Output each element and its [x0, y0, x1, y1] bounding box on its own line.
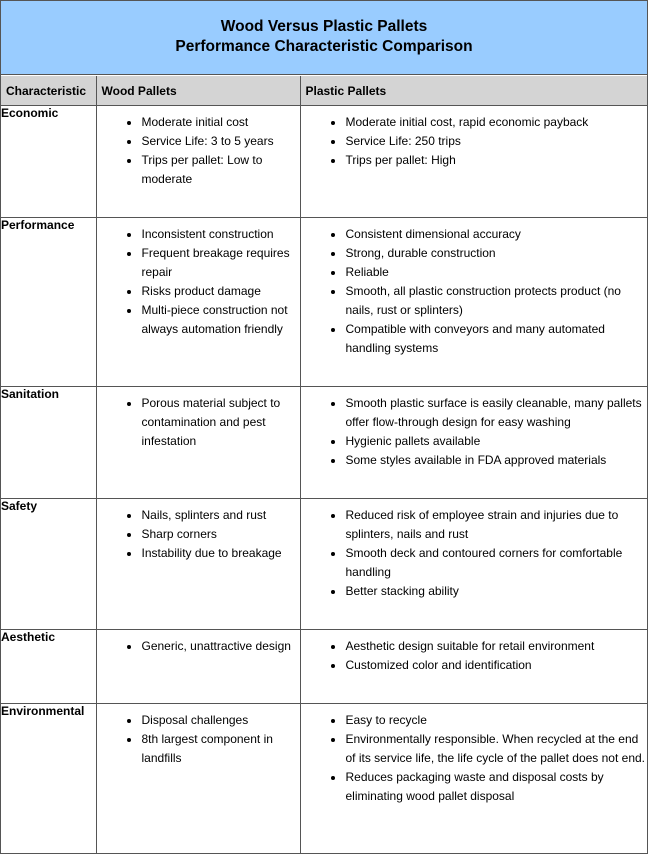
- table-row: [1, 387, 647, 499]
- wood-pallets-cell: [96, 106, 300, 218]
- plastic-bullet-list: [301, 711, 648, 806]
- plastic-bullet-list: [301, 506, 648, 601]
- header-wood-pallets: Wood Pallets: [96, 76, 300, 106]
- bullet-item: • Some styles available in FDA approved materials: [345, 451, 648, 470]
- bullet-item: • Frequent breakage requires repair: [141, 244, 300, 282]
- comparison-table: [1, 76, 647, 854]
- plastic-bullet-list: [301, 113, 648, 170]
- bullet-item: • Smooth plastic surface is easily cleanable, many pallets offer flow-through design for easy washing: [345, 394, 648, 432]
- wood-bullet-list: [97, 711, 300, 768]
- table-row: [1, 704, 647, 854]
- bullet-item: • Instability due to breakage: [141, 544, 300, 563]
- wood-bullet-list: [97, 113, 300, 189]
- plastic-pallets-cell: [300, 387, 647, 499]
- bullet-item: • Disposal challenges: [141, 711, 300, 730]
- plastic-bullet-list: [301, 637, 648, 675]
- bullet-item: • Easy to recycle: [345, 711, 648, 730]
- plastic-pallets-cell: [300, 630, 647, 704]
- wood-pallets-cell: [96, 218, 300, 387]
- bullet-item: • Customized color and identification: [345, 656, 648, 675]
- title-band: [1, 1, 647, 75]
- wood-bullet-list: [97, 506, 300, 563]
- bullet-item: • Hygienic pallets available: [345, 432, 648, 451]
- bullet-item: • Inconsistent construction: [141, 225, 300, 244]
- bullet-item: • Sharp corners: [141, 525, 300, 544]
- table-row: [1, 218, 647, 387]
- bullet-item: • Multi-piece construction not always automation friendly: [141, 301, 300, 339]
- bullet-item: • Smooth deck and contoured corners for comfortable handling: [345, 544, 648, 582]
- bullet-item: • Reduces packaging waste and disposal costs by eliminating wood pallet disposal: [345, 768, 648, 806]
- plastic-pallets-cell: [300, 106, 647, 218]
- bullet-item: • Trips per pallet: High: [345, 151, 648, 170]
- table-row: [1, 499, 647, 630]
- wood-pallets-cell: [96, 499, 300, 630]
- bullet-item: • Better stacking ability: [345, 582, 648, 601]
- title-line-1: Wood Versus Plastic Pallets: [220, 18, 428, 35]
- plastic-pallets-cell: [300, 704, 647, 854]
- plastic-bullet-list: [301, 394, 648, 470]
- bullet-item: • Risks product damage: [141, 282, 300, 301]
- table-row: [1, 106, 647, 218]
- wood-pallets-cell: [96, 704, 300, 854]
- characteristic-cell: Economic: [1, 106, 96, 218]
- wood-bullet-list: [97, 637, 300, 656]
- bullet-item: • 8th largest component in landfills: [141, 730, 300, 768]
- wood-pallets-cell: [96, 387, 300, 499]
- characteristic-cell: Sanitation: [1, 387, 96, 499]
- characteristic-cell: Environmental: [1, 704, 96, 854]
- bullet-item: • Compatible with conveyors and many automated handling systems: [345, 320, 648, 358]
- table-body: [1, 106, 647, 854]
- plastic-pallets-cell: [300, 218, 647, 387]
- bullet-item: • Reduced risk of employee strain and injuries due to splinters, nails and rust: [345, 506, 648, 544]
- plastic-pallets-cell: [300, 499, 647, 630]
- bullet-item: • Moderate initial cost, rapid economic payback: [345, 113, 648, 132]
- characteristic-cell: Aesthetic: [1, 630, 96, 704]
- header-plastic-pallets: Plastic Pallets: [300, 76, 647, 106]
- bullet-item: • Aesthetic design suitable for retail environment: [345, 637, 648, 656]
- characteristic-cell: Performance: [1, 218, 96, 387]
- bullet-item: • Nails, splinters and rust: [141, 506, 300, 525]
- bullet-item: • Service Life: 3 to 5 years: [141, 132, 300, 151]
- title-line-2: Performance Characteristic Comparison: [175, 38, 473, 55]
- bullet-item: • Service Life: 250 trips: [345, 132, 648, 151]
- bullet-item: • Environmentally responsible. When recycled at the end of its service life, the life cycle of the pallet does not end.: [345, 730, 648, 768]
- table-row: [1, 630, 647, 704]
- wood-bullet-list: [97, 225, 300, 339]
- wood-bullet-list: [97, 394, 300, 451]
- header-row: [1, 76, 647, 106]
- bullet-item: • Consistent dimensional accuracy: [345, 225, 648, 244]
- plastic-bullet-list: [301, 225, 648, 358]
- header-characteristic: Characteristic: [1, 76, 96, 106]
- bullet-item: • Trips per pallet: Low to moderate: [141, 151, 300, 189]
- wood-pallets-cell: [96, 630, 300, 704]
- bullet-item: • Generic, unattractive design: [141, 637, 300, 656]
- bullet-item: • Reliable: [345, 263, 648, 282]
- bullet-item: • Porous material subject to contamination and pest infestation: [141, 394, 300, 451]
- bullet-item: • Strong, durable construction: [345, 244, 648, 263]
- bullet-item: • Moderate initial cost: [141, 113, 300, 132]
- bullet-item: • Smooth, all plastic construction protects product (no nails, rust or splinters): [345, 282, 648, 320]
- characteristic-cell: Safety: [1, 499, 96, 630]
